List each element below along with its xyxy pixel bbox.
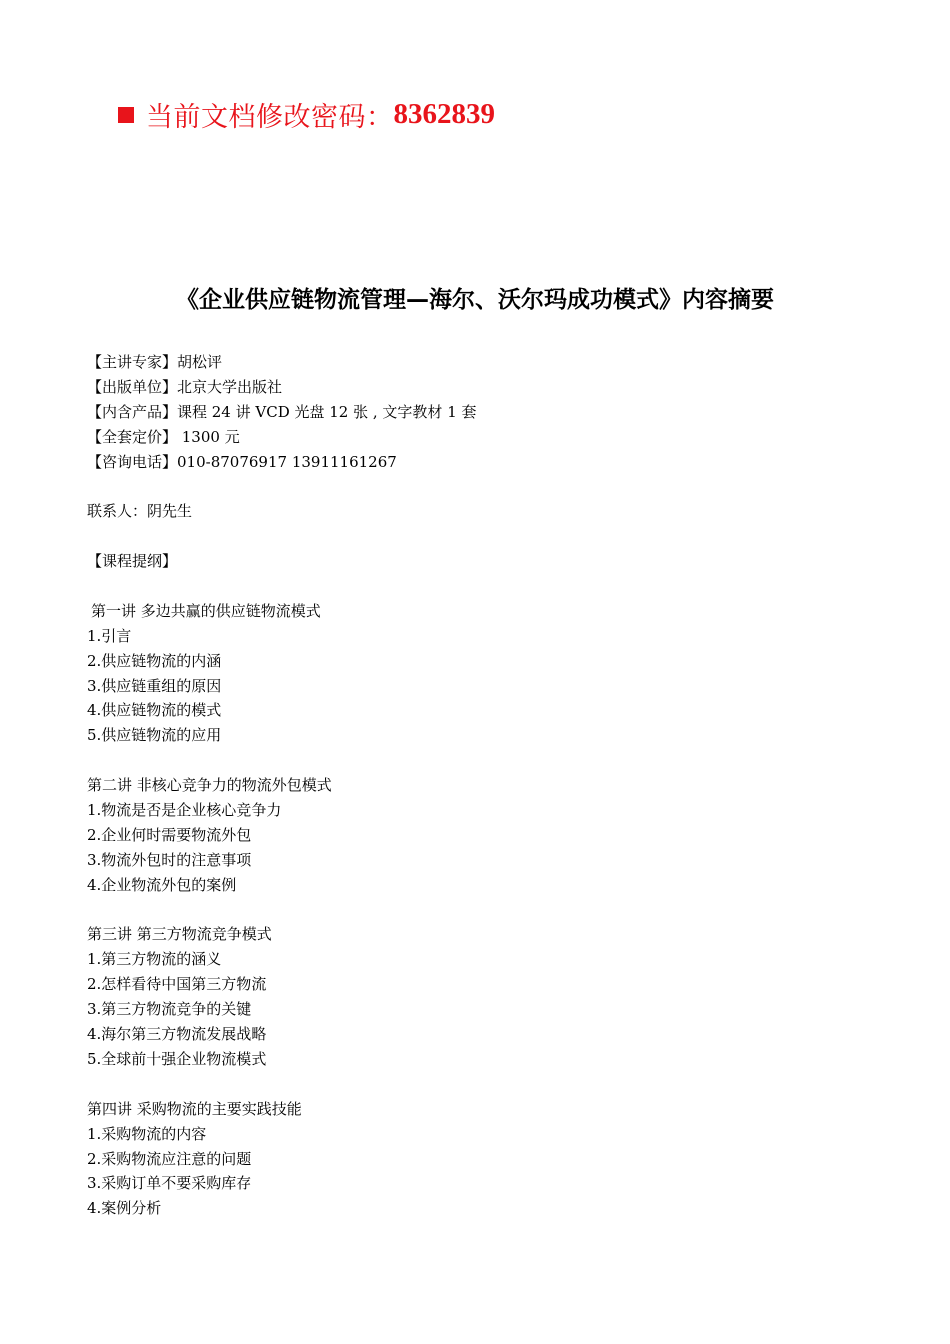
info-products: 【内含产品】课程 24 讲 VCD 光盘 12 张 , 文字教材 1 套	[87, 402, 477, 421]
lecture-item: 3.采购订单不要采购库存	[87, 1174, 252, 1193]
lecture-item: 5.全球前十强企业物流模式	[87, 1049, 267, 1068]
lecture-item: 1.引言	[87, 626, 132, 645]
lecture-item: 2.供应链物流的内涵	[87, 651, 222, 670]
info-phone: 【咨询电话】010-87076917 13911161267	[87, 452, 397, 471]
lecture-item: 4.案例分析	[87, 1199, 162, 1218]
lecture-item: 3.第三方物流竞争的关键	[87, 1000, 252, 1019]
lecture-item: 1.物流是否是企业核心竞争力	[87, 801, 282, 820]
lecture-item: 2.怎样看待中国第三方物流	[87, 975, 267, 994]
lecture-item: 1.第三方物流的涵义	[87, 950, 222, 969]
lecture-title: 第一讲 多边共赢的供应链物流模式	[91, 601, 321, 620]
info-lecturer: 【主讲专家】胡松评	[87, 353, 223, 371]
lecture-item: 4.供应链物流的模式	[87, 701, 222, 720]
password-banner	[118, 96, 495, 132]
lecture-title: 第三讲 第三方物流竞争模式	[87, 925, 272, 944]
outline-heading: 【课程提纲】	[87, 552, 178, 571]
password-code: 8362839	[393, 97, 495, 130]
lecture-item: 3.供应链重组的原因	[87, 676, 222, 695]
lecture-item: 1.采购物流的内容	[87, 1124, 207, 1143]
info-price: 【全套定价】 1300 元	[87, 427, 240, 446]
document-title: 《企业供应链物流管理—海尔、沃尔玛成功模式》内容摘要	[176, 287, 774, 313]
contact-person: 联系人：阴先生	[87, 502, 193, 521]
info-publisher: 【出版单位】北京大学出版社	[87, 377, 283, 396]
lecture-item: 3.物流外包时的注意事项	[87, 850, 252, 869]
lecture-item: 2.企业何时需要物流外包	[87, 825, 252, 844]
lecture-title: 第二讲 非核心竞争力的物流外包模式	[87, 776, 332, 795]
document-body	[87, 350, 867, 1221]
red-square-icon	[118, 107, 134, 123]
lecture-item: 4.企业物流外包的案例	[87, 875, 237, 894]
lecture-title: 第四讲 采购物流的主要实践技能	[87, 1099, 302, 1118]
lecture-item: 2.采购物流应注意的问题	[87, 1149, 252, 1168]
password-label: 当前文档修改密码：	[146, 101, 394, 133]
lecture-item: 4.海尔第三方物流发展战略	[87, 1025, 267, 1044]
lecture-item: 5.供应链物流的应用	[87, 726, 222, 745]
